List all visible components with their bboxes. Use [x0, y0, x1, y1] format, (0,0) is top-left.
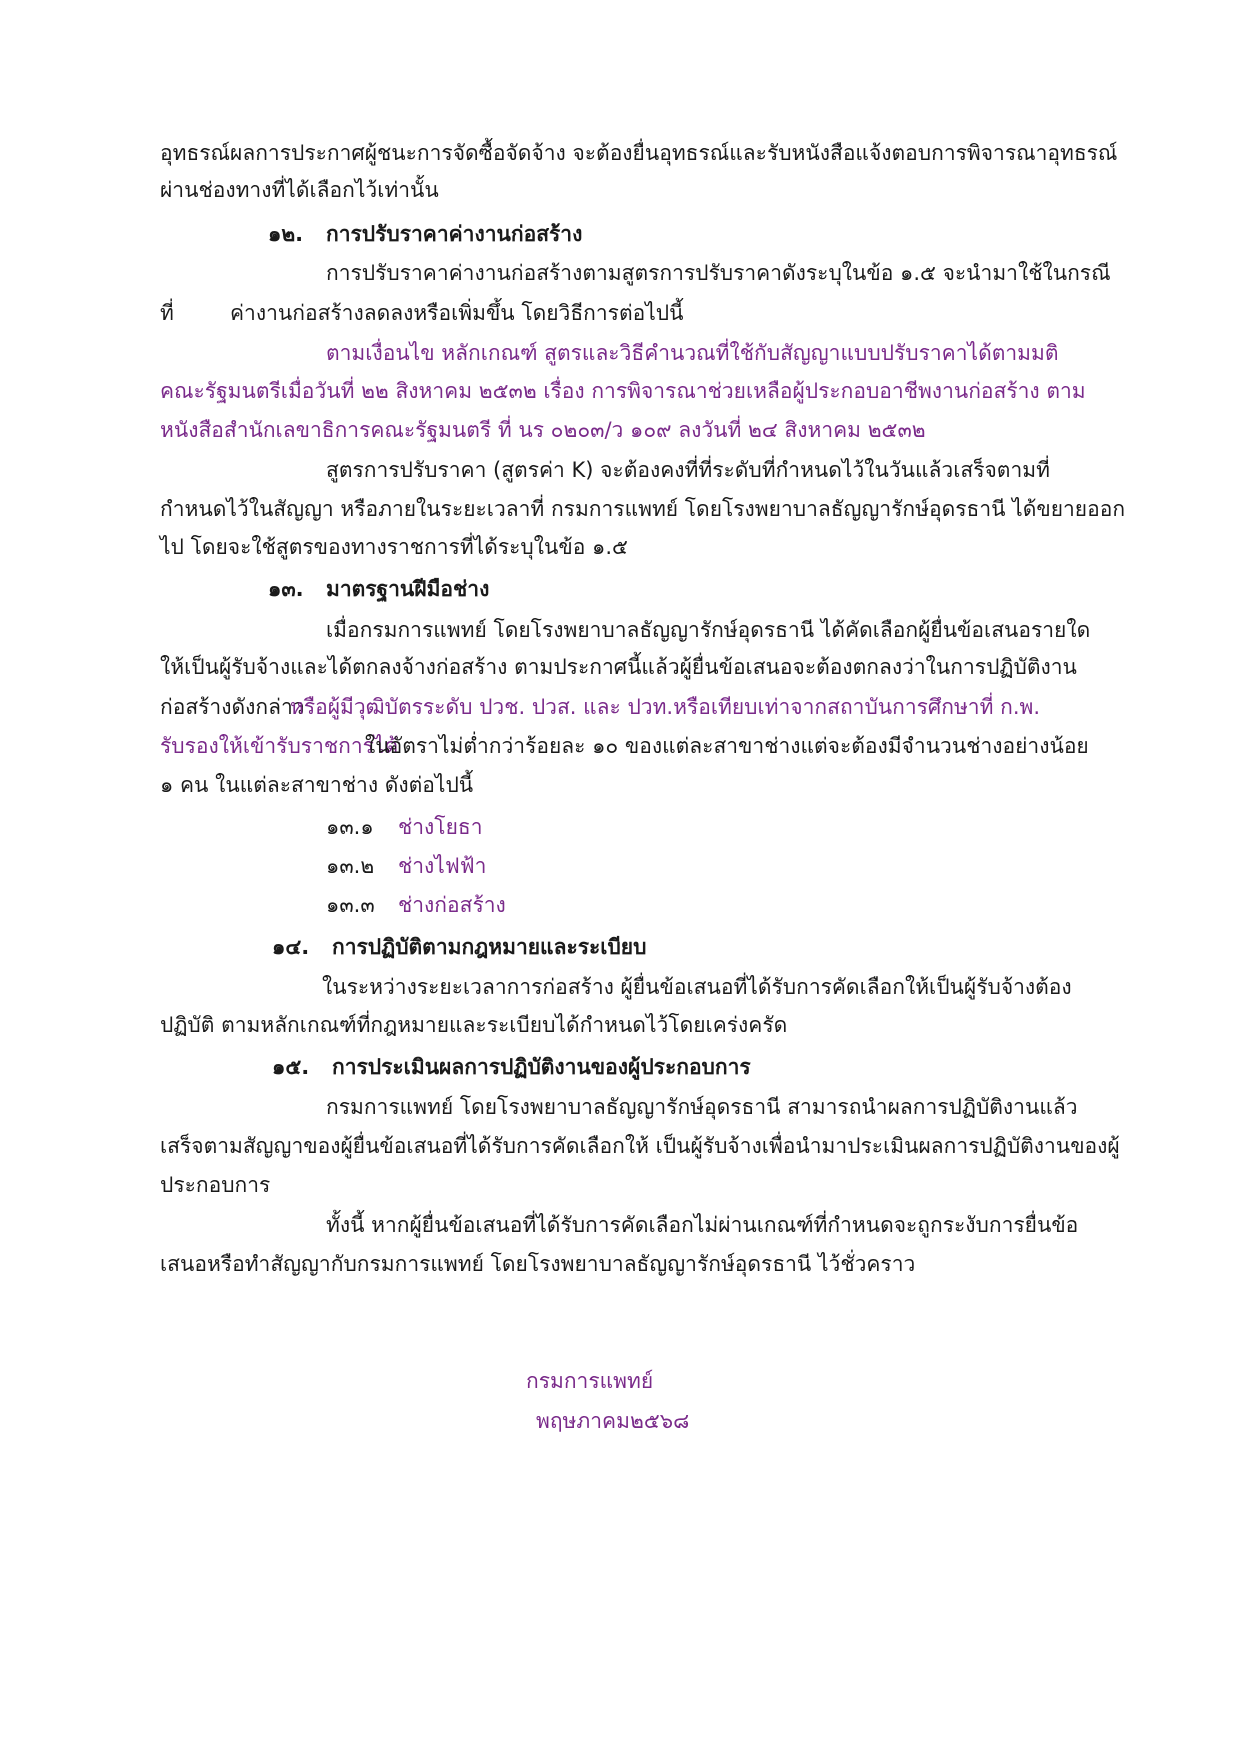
s13-p1-line-4b: ในอัตราไม่ต่ำกว่าร้อยละ ๑๐ ของแต่ละสาขาช่างแต่จะต้องมีจำนวนช่างอย่างน้อย: [365, 734, 1089, 758]
section-15-heading: การประเมินผลการปฏิบัติงานของผู้ประกอบการ: [332, 1055, 751, 1079]
s13-item-1-number: ๑๓.๑: [326, 815, 374, 839]
s15-p2-line-2: เสนอหรือทำสัญญากับกรมการแพทย์ โดยโรงพยาบาลธัญญารักษ์อุดรธานี ไว้ชั่วคราว: [160, 1252, 916, 1276]
signature-agency: กรมการแพทย์: [526, 1369, 654, 1393]
s13-p1-line-1: เมื่อกรมการแพทย์ โดยโรงพยาบาลธัญญารักษ์อุดรธานี ได้คัดเลือกผู้ยื่นข้อเสนอรายใด: [326, 618, 1091, 642]
section-12-number: ๑๒.: [268, 222, 304, 246]
intro-line-2: ผ่านช่องทางที่ได้เลือกไว้เท่านั้น: [160, 178, 439, 202]
s14-p1-line-2: ปฏิบัติ ตามหลักเกณฑ์ที่กฎหมายและระเบียบได้กำหนดไว้โดยเคร่งครัด: [160, 1013, 788, 1037]
section-13-heading: มาตรฐานฝีมือช่าง: [326, 577, 490, 601]
s12-p1-line-1: การปรับราคาค่างานก่อสร้างตามสูตรการปรับราคาดังระบุในข้อ ๑.๕ จะนำมาใช้ในกรณี: [326, 261, 1111, 285]
section-15-number: ๑๕.: [272, 1055, 310, 1079]
s13-p1-line-2: ให้เป็นผู้รับจ้างและได้ตกลงจ้างก่อสร้าง ตามประกาศนี้แล้วผู้ยื่นข้อเสนอจะต้องตกลงว่าในการปฏิบัติงาน: [160, 655, 1077, 679]
s12-p2-line-3: หนังสือสำนักเลขาธิการคณะรัฐมนตรี ที่ นร ๐๒๐๓/ว ๑๐๙ ลงวันที่ ๒๔ สิงหาคม ๒๕๓๒: [160, 418, 926, 442]
s12-p2-line-1: ตามเงื่อนไข หลักเกณฑ์ สูตรและวิธีคำนวณที่ใช้กับสัญญาแบบปรับราคาได้ตามมติ: [326, 341, 1059, 365]
s12-p3-line-3: ไป โดยจะใช้สูตรของทางราชการที่ได้ระบุในข้อ ๑.๕: [160, 535, 628, 559]
s14-p1-line-1: ในระหว่างระยะเวลาการก่อสร้าง ผู้ยื่นข้อเสนอที่ได้รับการคัดเลือกให้เป็นผู้รับจ้างต้อง: [322, 975, 1072, 999]
signature-year: ๒๕๖๘: [630, 1409, 690, 1433]
signature-month: พฤษภาคม: [536, 1409, 630, 1433]
section-12-heading: การปรับราคาค่างานก่อสร้าง: [326, 222, 583, 246]
s15-p1-line-1: กรมการแพทย์ โดยโรงพยาบาลธัญญารักษ์อุดรธานี สามารถนำผลการปฏิบัติงานแล้ว: [326, 1095, 1078, 1119]
s12-p3-line-2: กำหนดไว้ในสัญญา หรือภายในระยะเวลาที่ กรมการแพทย์ โดยโรงพยาบาลธัญญารักษ์อุดรธานี ได้ขยายออก: [160, 497, 1126, 521]
section-14-number: ๑๔.: [272, 935, 310, 959]
s12-p3-line-1: สูตรการปรับราคา (สูตรค่า K) จะต้องคงที่ที่ระดับที่กำหนดไว้ในวันแล้วเสร็จตามที่: [326, 458, 1050, 482]
s13-item-2-number: ๑๓.๒: [326, 854, 375, 878]
s13-item-2-label: ช่างไฟฟ้า: [398, 854, 487, 878]
s15-p1-line-3: ประกอบการ: [160, 1173, 271, 1197]
s15-p1-line-2: เสร็จตามสัญญาของผู้ยื่นข้อเสนอที่ได้รับการคัดเลือกให้ เป็นผู้รับจ้างเพื่อนำมาประเมินผลการปฏิบัติงานของผู้: [160, 1134, 1120, 1158]
s13-item-3-number: ๑๓.๓: [326, 893, 375, 917]
s13-p1-line-3a: ก่อสร้างดังกล่าว: [160, 695, 305, 719]
s15-p2-line-1: ทั้งนี้ หากผู้ยื่นข้อเสนอที่ได้รับการคัดเลือกไม่ผ่านเกณฑ์ที่กำหนดจะถูกระงับการยื่นข้อ: [326, 1213, 1079, 1237]
s13-p1-line-5: ๑ คน ในแต่ละสาขาช่าง ดังต่อไปนี้: [160, 773, 474, 797]
s12-p2-line-2: คณะรัฐมนตรีเมื่อวันที่ ๒๒ สิงหาคม ๒๕๓๒ เรื่อง การพิจารณาช่วยเหลือผู้ประกอบอาชีพงานก่อสร้าง ตาม: [160, 379, 1086, 403]
intro-line-1: อุทธรณ์ผลการประกาศผู้ชนะการจัดซื้อจัดจ้าง จะต้องยื่นอุทธรณ์และรับหนังสือแจ้งตอบการพิจารณาอุทธรณ์: [160, 141, 1118, 165]
s13-item-1-label: ช่างโยธา: [398, 815, 483, 839]
section-14-heading: การปฏิบัติตามกฎหมายและระเบียบ: [332, 935, 647, 959]
section-13-number: ๑๓.: [268, 577, 304, 601]
s12-p1-line-2a: ที่: [160, 301, 174, 325]
s12-p1-line-2b: ค่างานก่อสร้างลดลงหรือเพิ่มขึ้น โดยวิธีการต่อไปนี้: [230, 301, 684, 325]
s13-item-3-label: ช่างก่อสร้าง: [398, 893, 506, 917]
s13-p1-line-4a: รับรองให้เข้ารับราชการได้: [160, 734, 399, 758]
s13-p1-line-3b: หรือผู้มีวุฒิบัตรระดับ ปวช. ปวส. และ ปวท.หรือเทียบเท่าจากสถาบันการศึกษาที่ ก.พ.: [290, 695, 1041, 719]
